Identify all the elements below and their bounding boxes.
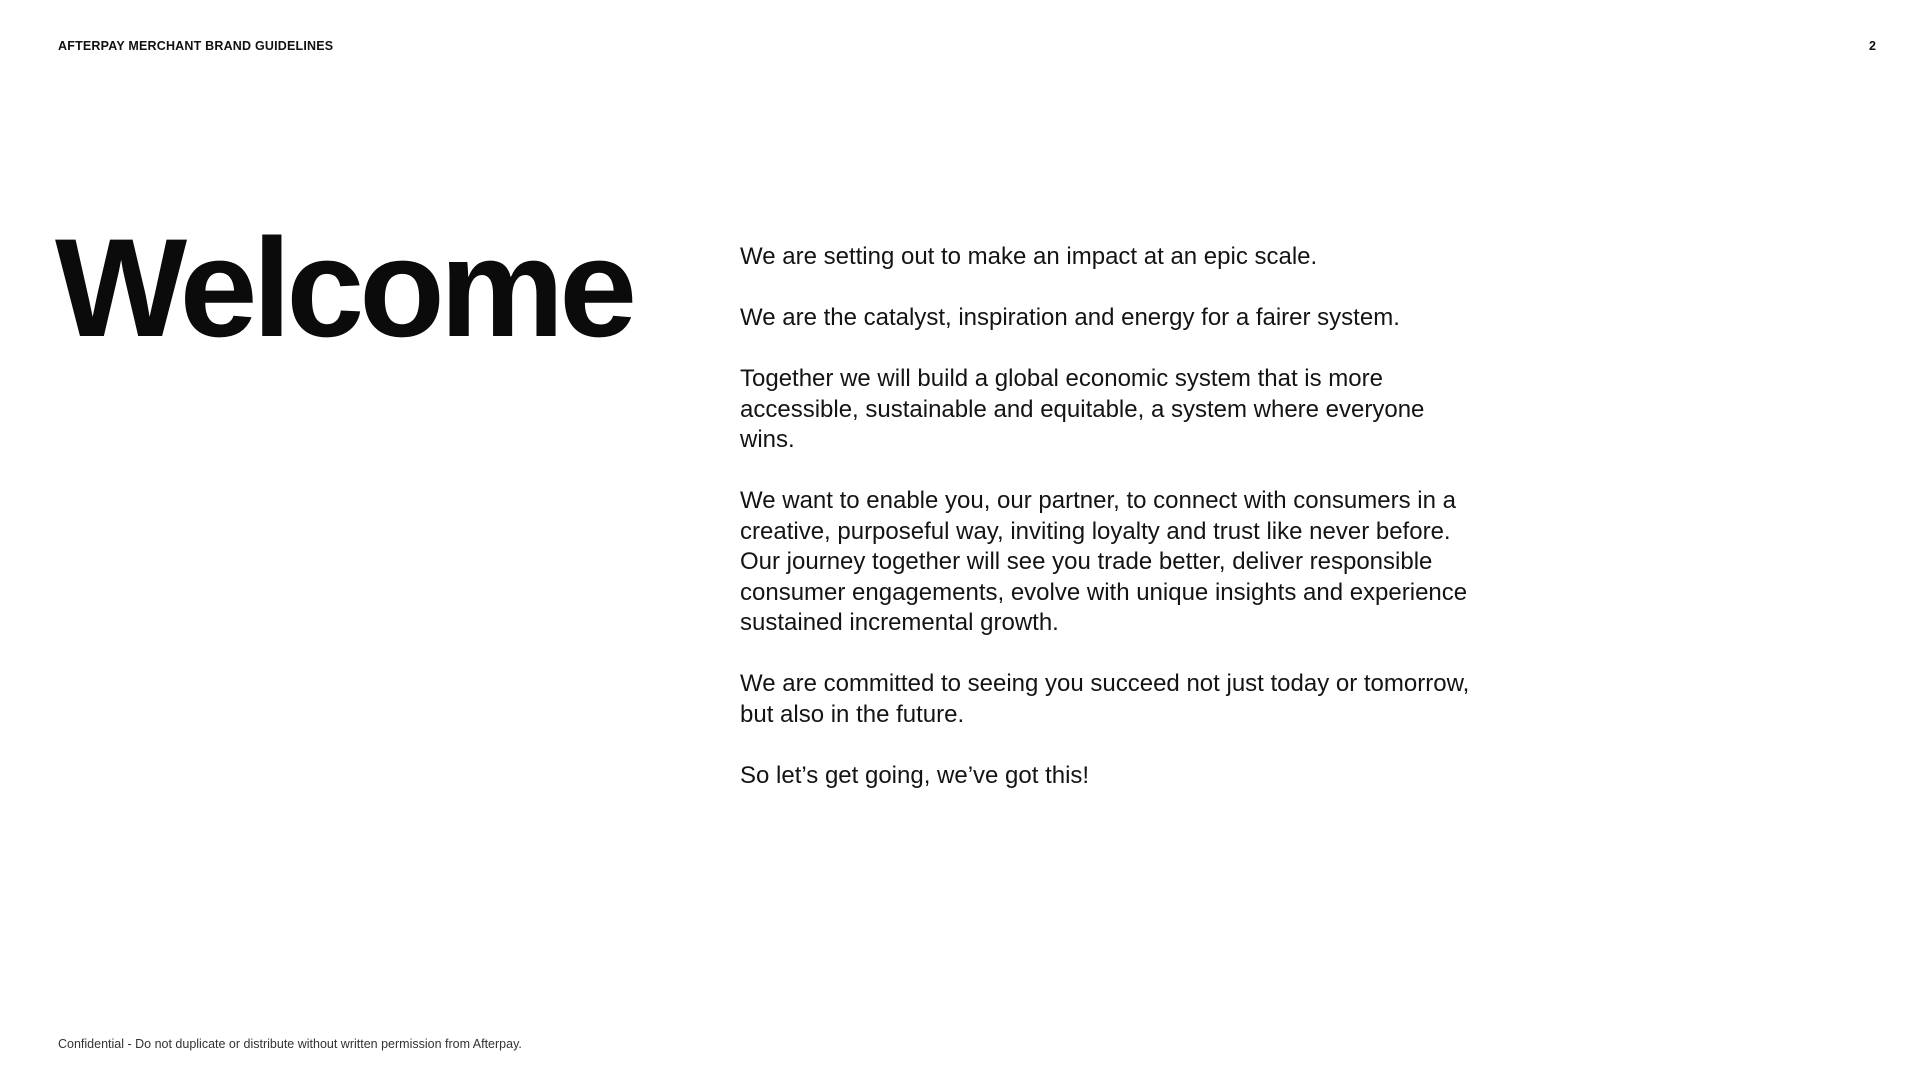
- welcome-heading: Welcome: [55, 209, 633, 366]
- document-header-title: AFTERPAY MERCHANT BRAND GUIDELINES: [58, 39, 334, 53]
- welcome-body-copy: [740, 242, 1480, 822]
- paragraph-closing: So let’s get going, we’ve got this!: [740, 761, 1090, 789]
- paragraph-commitment: We are committed to seeing you succeed not just today or tomorrow, but also in the future.: [740, 670, 1470, 728]
- confidential-footer-note: Confidential - Do not duplicate or distribute without written permission from Afterpay.: [58, 1037, 522, 1051]
- paragraph-epic-scale: We are setting out to make an impact at an epic scale.: [740, 243, 1318, 270]
- paragraph-fairer-system: We are the catalyst, inspiration and energy for a fairer system.: [740, 304, 1400, 331]
- page-number: 2: [1869, 39, 1876, 53]
- paragraph-partner-growth: We want to enable you, our partner, to connect with consumers in a creative, purposeful way, inviting loyalty and trust like never before. Our journey together will see you trade better, deliver responsible consumer engagements, evolve with unique insights and experience sustained incremental growth.: [740, 487, 1468, 636]
- paragraph-global-system: Together we will build a global economic system that is more accessible, sustainable and equitable, a system where everyone wins.: [740, 365, 1425, 453]
